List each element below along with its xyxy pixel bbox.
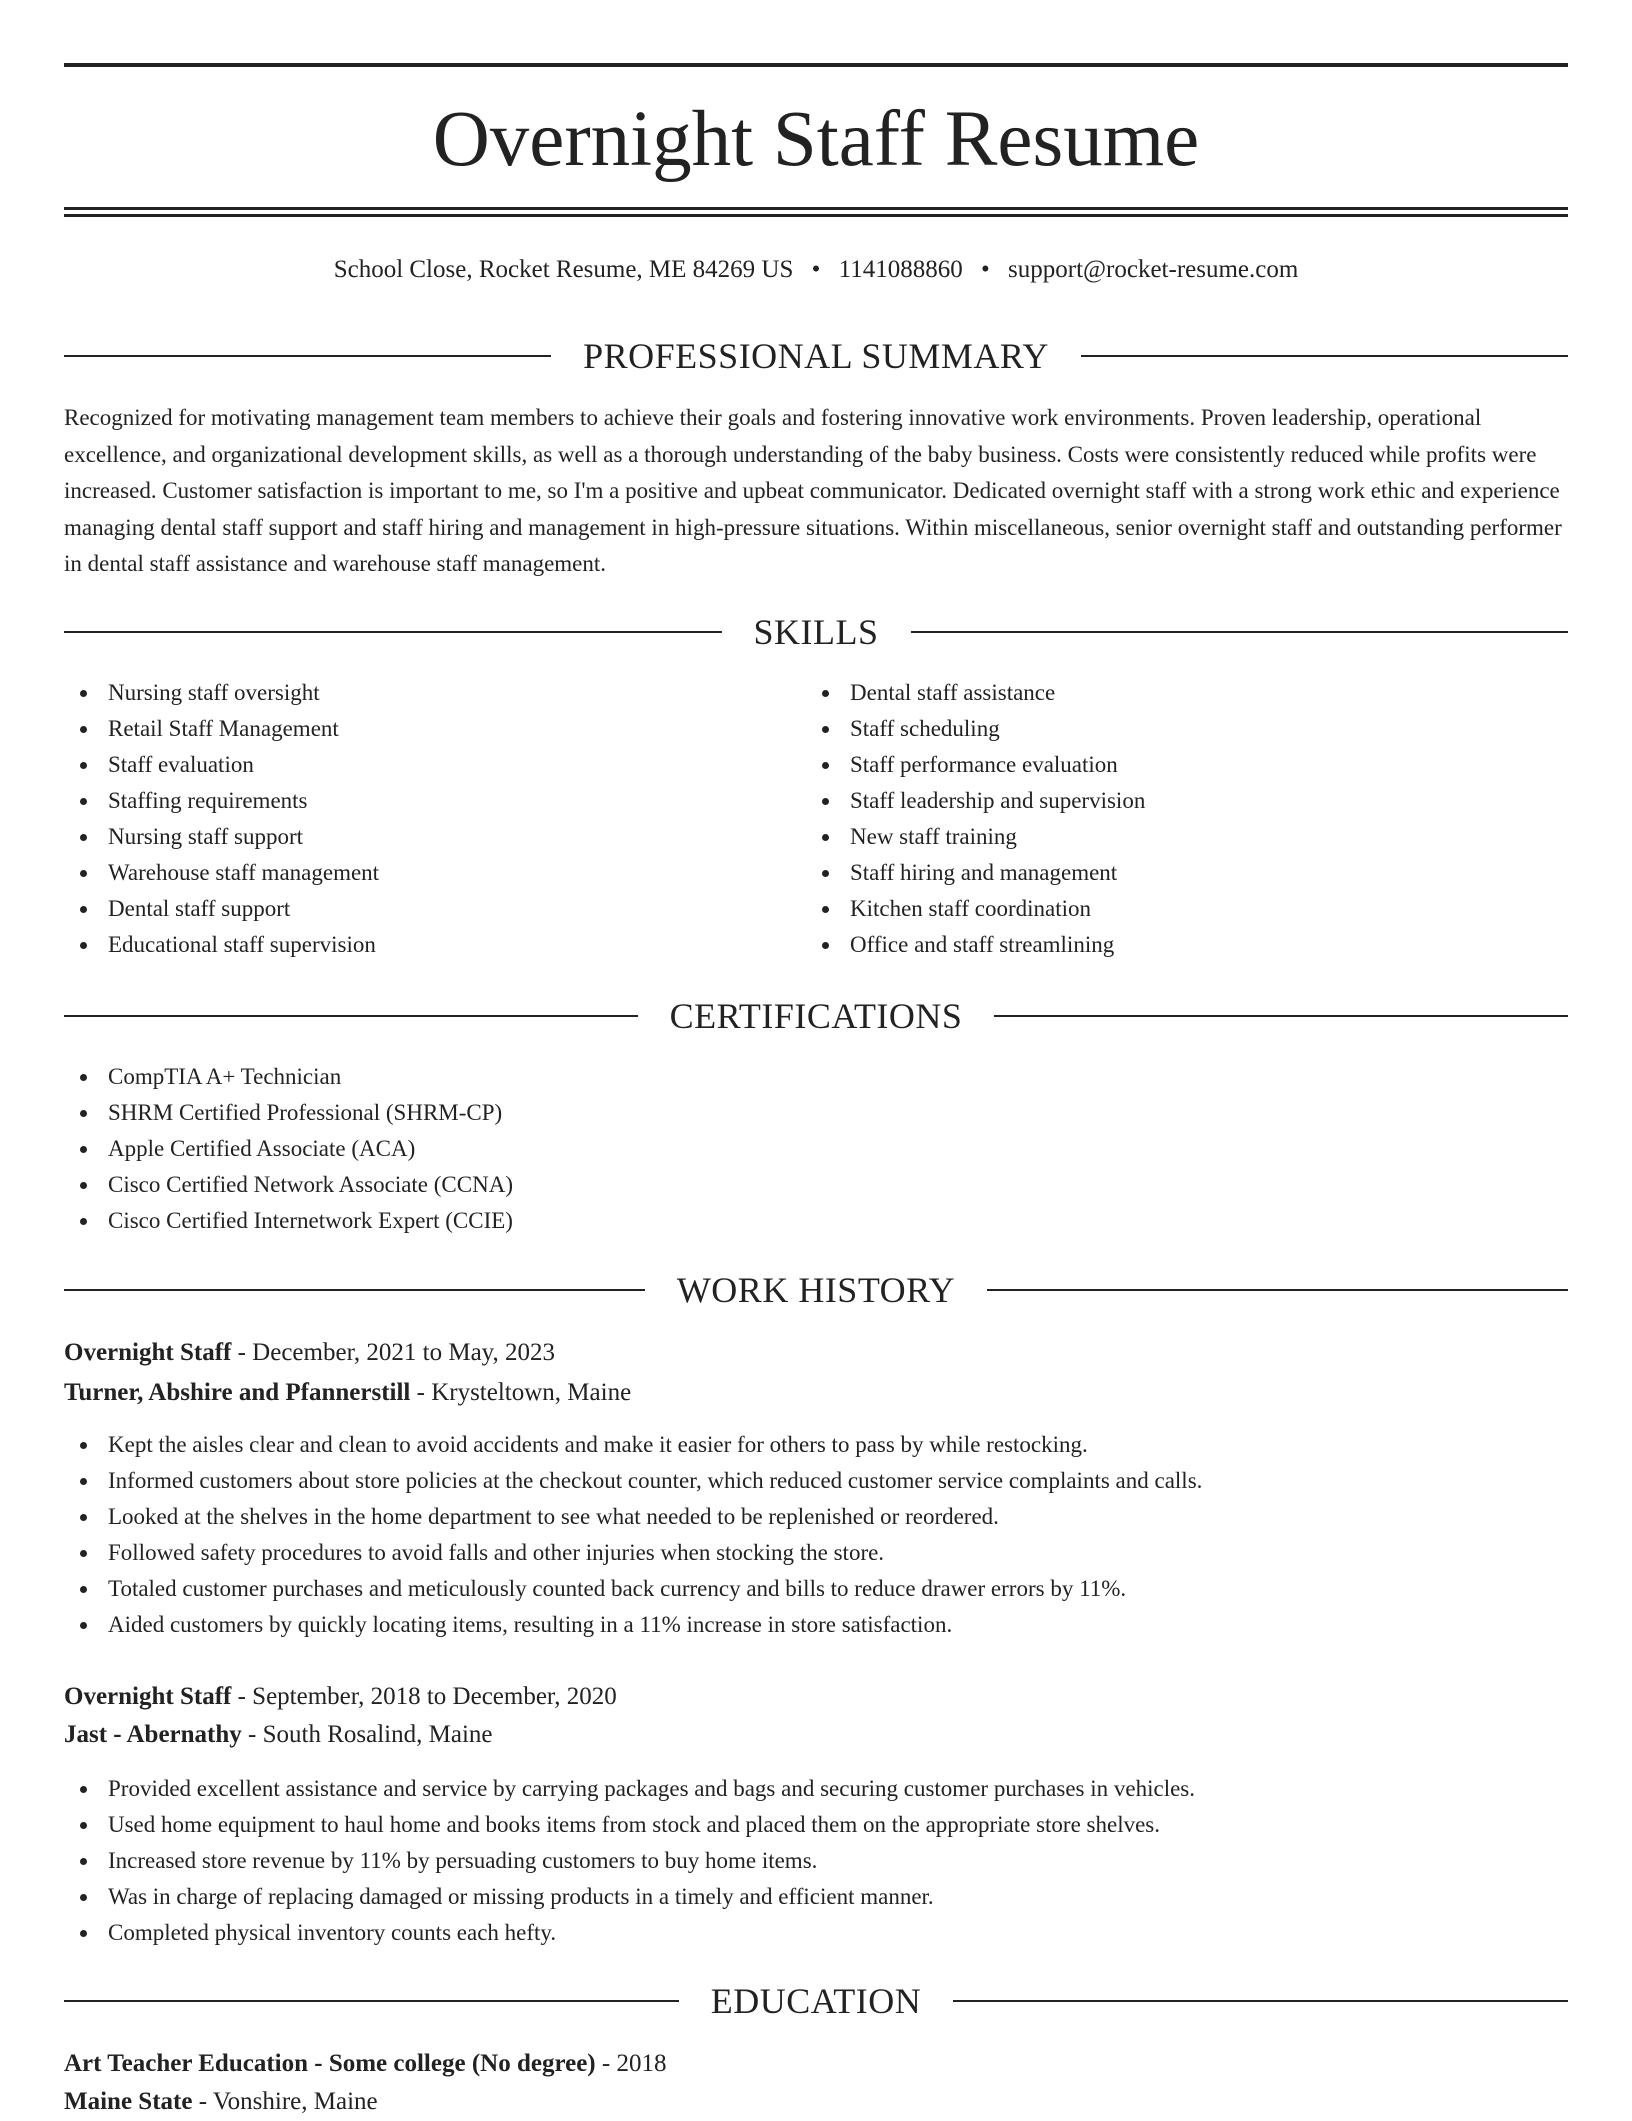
section-title: WORK HISTORY — [676, 1270, 956, 1310]
contact-separator: • — [981, 256, 990, 283]
heading-rule — [64, 2000, 679, 2002]
heading-rule — [911, 631, 1569, 633]
skill-item: Staff evaluation — [64, 747, 804, 783]
certification-item: Apple Certified Associate (ACA) — [64, 1131, 1564, 1167]
skill-item: Staff hiring and management — [806, 855, 1566, 891]
education-degree: Art Teacher Education - Some college (No degree) — [64, 2050, 596, 2077]
job-1-company-line — [64, 1374, 1568, 1412]
job-2-company-line — [64, 1716, 1568, 1754]
skills-section-heading — [64, 610, 1568, 654]
job-bullet: Increased store revenue by 11% by persuading customers to buy home items. — [64, 1843, 1564, 1879]
certification-item: Cisco Certified Network Associate (CCNA) — [64, 1167, 1564, 1203]
heading-rule — [953, 2000, 1568, 2002]
job-1-bullets — [64, 1427, 1564, 1643]
skill-item: Kitchen staff coordination — [806, 891, 1566, 927]
skills-right-column — [806, 675, 1566, 963]
job-bullet: Aided customers by quickly locating items, resulting in a 11% increase in store satisfaction. — [64, 1607, 1564, 1643]
job-bullet: Provided excellent assistance and service by carrying packages and bags and securing customer purchases in vehicles. — [64, 1771, 1564, 1807]
heading-rule — [994, 1015, 1568, 1017]
job-dates: - December, 2021 to May, 2023 — [231, 1339, 556, 1366]
contact-address: School Close, Rocket Resume, ME 84269 US — [333, 256, 794, 283]
skill-item: Retail Staff Management — [64, 711, 804, 747]
job-bullet: Used home equipment to haul home and books items from stock and placed them on the appropriate store shelves. — [64, 1807, 1564, 1843]
job-bullet: Was in charge of replacing damaged or missing products in a timely and efficient manner. — [64, 1879, 1564, 1915]
job-title: Overnight Staff — [64, 1683, 232, 1710]
summary-text: Recognized for motivating management team members to achieve their goals and fostering innovative work environments. Proven leadership, operational excellence, and organizational development skills, as well as a thorough understanding of the baby business. Costs were consistently reduced while profits were increased. Customer satisfaction is important to me, so I'm a positive and upbeat communicator. Dedicated overnight staff with a strong work ethic and experience managing dental staff support and staff hiring and management in high-pressure situations. Within miscellaneous, senior overnight staff and outstanding performer in dental staff assistance and warehouse staff management. — [64, 405, 1562, 576]
job-2-bullets — [64, 1771, 1564, 1951]
skill-item: Staff leadership and supervision — [806, 783, 1566, 819]
skills-left-column — [64, 675, 804, 963]
education-year: - 2018 — [595, 2050, 667, 2077]
resume-title: Overnight Staff Resume — [432, 96, 1200, 183]
job-company: Turner, Abshire and Pfannerstill — [64, 1379, 411, 1406]
education-school: Maine State — [64, 2088, 193, 2115]
heading-rule — [1081, 355, 1568, 357]
skill-item: New staff training — [806, 819, 1566, 855]
skill-item: Educational staff supervision — [64, 927, 804, 963]
heading-rule — [64, 631, 722, 633]
education-school-line — [64, 2083, 1568, 2121]
skill-item: Staff scheduling — [806, 711, 1566, 747]
job-bullet: Totaled customer purchases and meticulously counted back currency and bills to reduce drawer errors by 11%. — [64, 1571, 1564, 1607]
section-title: PROFESSIONAL SUMMARY — [583, 336, 1049, 376]
section-title: CERTIFICATIONS — [669, 996, 963, 1036]
job-dates: - September, 2018 to December, 2020 — [231, 1683, 617, 1710]
contact-phone: 1141088860 — [838, 256, 963, 283]
contact-separator: • — [811, 256, 821, 283]
top-rule — [64, 63, 1568, 67]
section-title: EDUCATION — [710, 1981, 922, 2021]
skill-item: Warehouse staff management — [64, 855, 804, 891]
skill-item: Office and staff streamlining — [806, 927, 1566, 963]
contact-email: support@rocket-resume.com — [1008, 256, 1299, 283]
skill-item: Staff performance evaluation — [806, 747, 1566, 783]
education-location: - Vonshire, Maine — [192, 2088, 378, 2115]
job-bullet: Kept the aisles clear and clean to avoid accidents and make it easier for others to pass by while restocking. — [64, 1427, 1564, 1463]
job-title: Overnight Staff — [64, 1339, 232, 1366]
skill-item: Staffing requirements — [64, 783, 804, 819]
certifications-section-heading — [64, 994, 1568, 1038]
job-2-title-line — [64, 1678, 1568, 1716]
certification-item: Cisco Certified Internetwork Expert (CCIE) — [64, 1203, 1564, 1239]
job-bullet: Informed customers about store policies at the checkout counter, which reduced customer service complaints and calls. — [64, 1463, 1564, 1499]
heading-rule — [987, 1289, 1568, 1291]
job-company: Jast - Abernathy — [64, 1721, 242, 1748]
skill-item: Dental staff support — [64, 891, 804, 927]
heading-rule — [64, 1015, 638, 1017]
heading-rule — [64, 355, 551, 357]
section-title: SKILLS — [753, 612, 879, 652]
education-degree-line — [64, 2045, 1568, 2083]
job-location: - Krysteltown, Maine — [410, 1379, 632, 1406]
job-1-title-line — [64, 1334, 1568, 1372]
title-double-rule — [64, 207, 1568, 217]
job-bullet: Looked at the shelves in the home department to see what needed to be replenished or reordered. — [64, 1499, 1564, 1535]
work-history-section-heading — [64, 1268, 1568, 1312]
skill-item: Nursing staff oversight — [64, 675, 804, 711]
certifications-list — [64, 1059, 1564, 1239]
job-bullet: Completed physical inventory counts each hefty. — [64, 1915, 1564, 1951]
job-location: - South Rosalind, Maine — [241, 1721, 493, 1748]
job-bullet: Followed safety procedures to avoid falls and other injuries when stocking the store. — [64, 1535, 1564, 1571]
contact-line — [64, 252, 1568, 288]
skill-item: Nursing staff support — [64, 819, 804, 855]
summary-section-heading — [64, 334, 1568, 378]
skill-item: Dental staff assistance — [806, 675, 1566, 711]
certification-item: CompTIA A+ Technician — [64, 1059, 1564, 1095]
education-section-heading — [64, 1979, 1568, 2023]
heading-rule — [64, 1289, 645, 1291]
certification-item: SHRM Certified Professional (SHRM-CP) — [64, 1095, 1564, 1131]
